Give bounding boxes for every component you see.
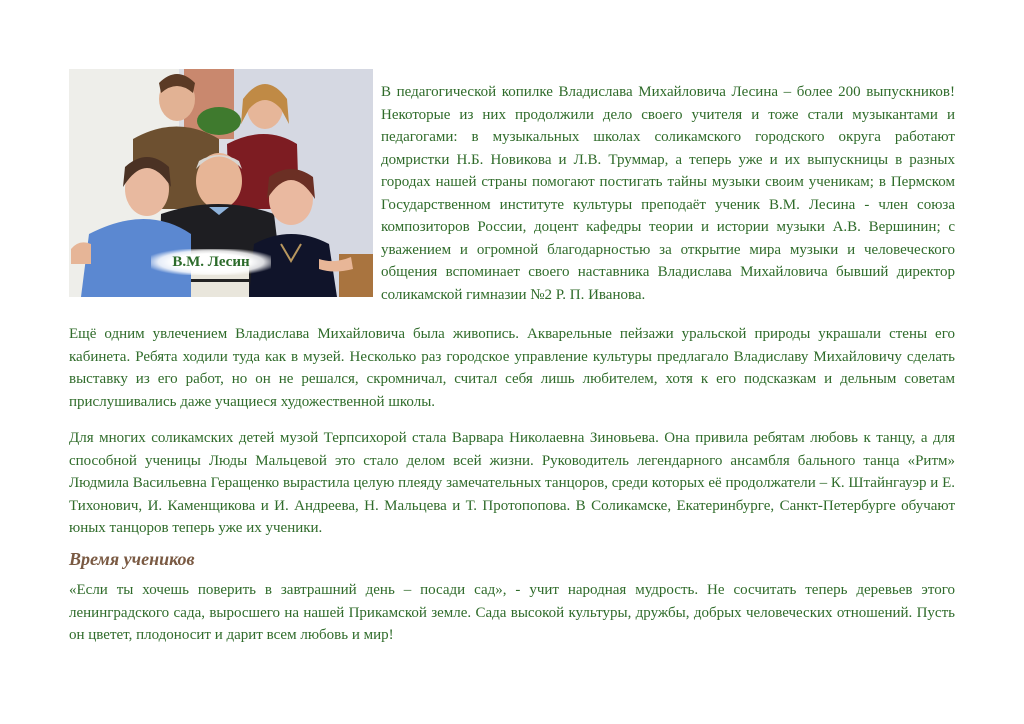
document-page	[69, 66, 955, 643]
photo-caption: В.М. Лесин	[151, 249, 271, 275]
intro-section	[69, 66, 955, 316]
section-heading: Время учеников	[69, 549, 195, 569]
students-paragraph: «Если ты хочешь поверить в завтрашний день – посади сад», - учит народная мудрость. Не сосчитать теперь деревьев этого ленинградского сада, выросшего на нашей Прикамской земле. Сада высокой культуры, дружбы, добрых человеческих отношений. Пусть он цветет, плодоносит и дарит всем любовь и мир!	[69, 582, 955, 643]
painting-paragraph: Ещё одним увлечением Владислава Михайловича была живопись. Акварельные пейзажи уральской природы украшали стены его кабинета. Ребята ходили туда как в музей. Несколько раз городское управление культуры предлагало Владиславу Михайловичу сделать выставку из его работ, но он не решался, скромничал, считал себя лишь любителем, хотя к его подсказкам и дельным советам прислушивались даже учащиеся художественной школы.	[69, 326, 955, 410]
group-photo	[69, 69, 373, 297]
dance-paragraph: Для многих соликамских детей музой Терпсихорой стала Варвара Николаевна Зиновьева. Она привила ребятам любовь к танцу, а для способной ученицы Люды Мальцевой это стало делом всей жизни. Руководитель легендарного ансамбля бального танца «Ритм» Людмила Васильевна Геращенко вырастила целую плеяду замечательных танцоров, среди которых её продолжатели – К. Штайнгауэр и Е. Тихонович, И. Каменщикова и И. Андреева, Н. Мальцева и Т. Протопопова. В Соликамске, Екатеринбурге, Санкт-Петербурге обучают юных танцоров теперь уже их ученики.	[69, 430, 955, 536]
intro-paragraph: В педагогической копилке Владислава Михайловича Лесина – более 200 выпускников! Некоторые из них продолжили дело своего учителя и тоже стали музыкантами и педагогами: в музыкальных школах соликамского городского округа работают домристки Н.Б. Новикова и Л.В. Труммар, а теперь уже и их выпускницы в разных городах нашей страны помогают постигать тайны музыки своим ученикам; в Пермском Государственном институте культуры преподаёт ученик В.М. Лесина - член союза композиторов России, доцент кафедры теории и истории музыки А.В. Вершинин; с уважением и огромной благодарностью за открытие мира музыки и человеческого общения вспоминает своего наставника Владислава Михайловича бывший директор соликамской гимназии №2 Р. П. Иванова.	[381, 84, 955, 303]
